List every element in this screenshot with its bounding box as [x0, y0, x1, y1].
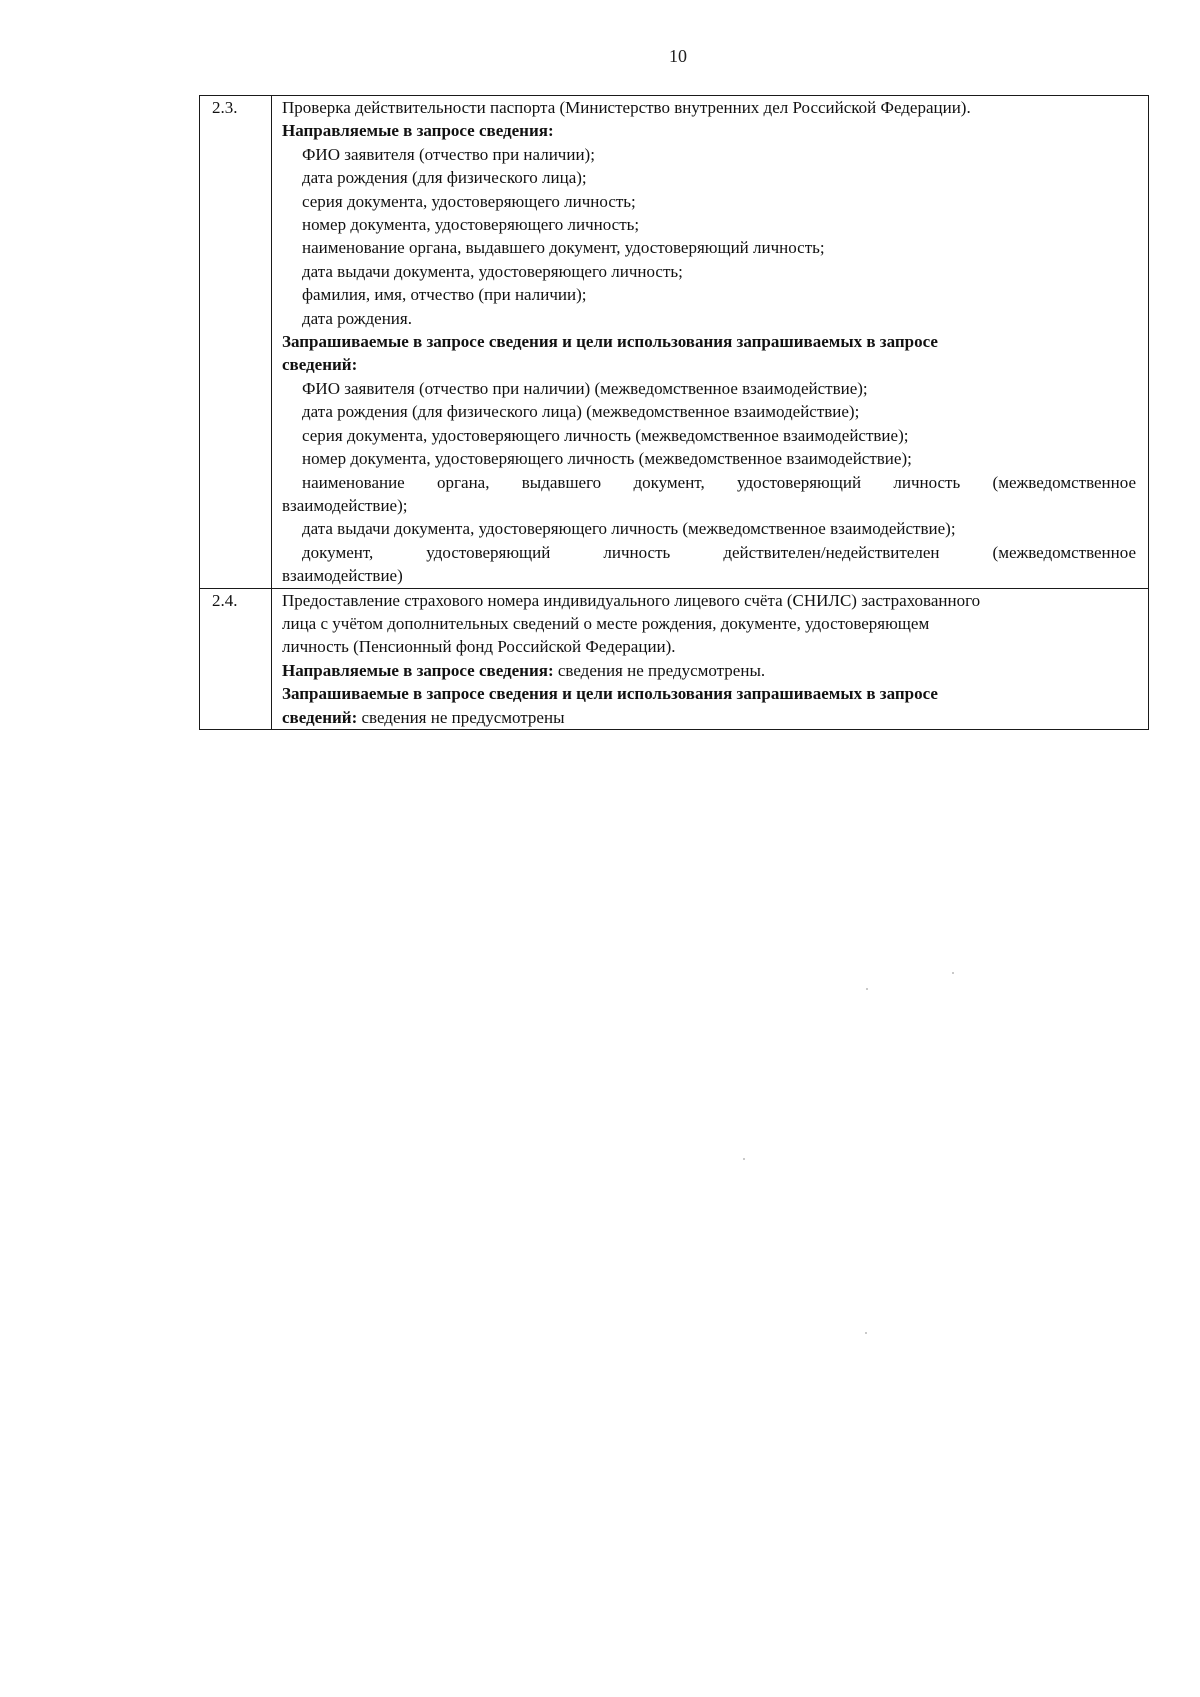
requested-item: серия документа, удостоверяющего личность (межведомственное взаимодействие);	[302, 425, 909, 445]
sent-item: наименование органа, выдавшего документ, удостоверяющий личность;	[302, 238, 825, 258]
table-row-2-3	[200, 96, 1149, 589]
sent-data-value: сведения не предусмотрены.	[553, 660, 766, 680]
service-title-cont: личность (Пенсионный фонд Российской Федерации).	[282, 637, 676, 657]
requested-item: наименование органа, выдавшего документ, удостоверяющий личность (межведомственное	[302, 472, 1136, 492]
requested-item-cont: взаимодействие);	[282, 495, 408, 515]
requested-data-heading: Запрашиваемые в запросе сведения и цели использования запрашиваемых в запросе	[282, 684, 938, 704]
requested-data-heading-cont: сведений:	[282, 707, 358, 727]
requested-item: документ, удостоверяющий личность действителен/недействителен (межведомственное	[302, 542, 1136, 562]
scan-speck	[865, 1332, 867, 1334]
row-number-cell	[200, 96, 272, 589]
requested-item-cont: взаимодействие)	[282, 566, 403, 586]
scan-speck	[743, 1158, 745, 1160]
service-title-cont: лица с учётом дополнительных сведений о месте рождения, документе, удостоверяющем	[282, 613, 930, 633]
scan-speck	[866, 988, 868, 990]
sent-item: дата рождения.	[302, 308, 412, 328]
sent-item: серия документа, удостоверяющего личность;	[302, 191, 636, 211]
requested-item: номер документа, удостоверяющего личность (межведомственное взаимодействие);	[302, 449, 912, 469]
requested-item: дата выдачи документа, удостоверяющего личность (межведомственное взаимодействие);	[302, 519, 956, 539]
sent-item: номер документа, удостоверяющего личность;	[302, 215, 640, 235]
service-title: Проверка действительности паспорта (Министерство внутренних дел Российской Федерации).	[282, 98, 971, 117]
services-table	[199, 95, 1149, 730]
row-content-cell	[272, 588, 1149, 729]
requested-data-value: сведения не предусмотрены	[357, 707, 565, 727]
scan-speck	[952, 972, 954, 974]
requested-data-line	[282, 706, 1136, 729]
row-number: 2.4.	[212, 590, 238, 610]
sent-item: ФИО заявителя (отчество при наличии);	[302, 144, 595, 164]
requested-item: дата рождения (для физического лица) (межведомственное взаимодействие);	[302, 402, 860, 422]
requested-item: ФИО заявителя (отчество при наличии) (межведомственное взаимодействие);	[302, 378, 868, 398]
service-title: Предоставление страхового номера индивидуального лицевого счёта (СНИЛС) застрахованного	[282, 590, 981, 610]
sent-item: фамилия, имя, отчество (при наличии);	[302, 285, 587, 305]
requested-data-heading-cont: сведений:	[282, 355, 358, 375]
row-number: 2.3.	[212, 98, 238, 117]
sent-item: дата выдачи документа, удостоверяющего личность;	[302, 261, 683, 281]
page-number: 10	[669, 46, 687, 66]
sent-data-heading: Направляемые в запросе сведения:	[282, 121, 554, 141]
row-content-cell	[272, 96, 1149, 589]
requested-data-heading: Запрашиваемые в запросе сведения и цели использования запрашиваемых в запросе	[282, 332, 938, 352]
sent-item: дата рождения (для физического лица);	[302, 168, 587, 188]
row-number-cell	[200, 588, 272, 729]
sent-data-line	[282, 659, 1136, 682]
sent-data-heading: Направляемые в запросе сведения:	[282, 660, 554, 680]
table-row-2-4	[200, 588, 1149, 729]
